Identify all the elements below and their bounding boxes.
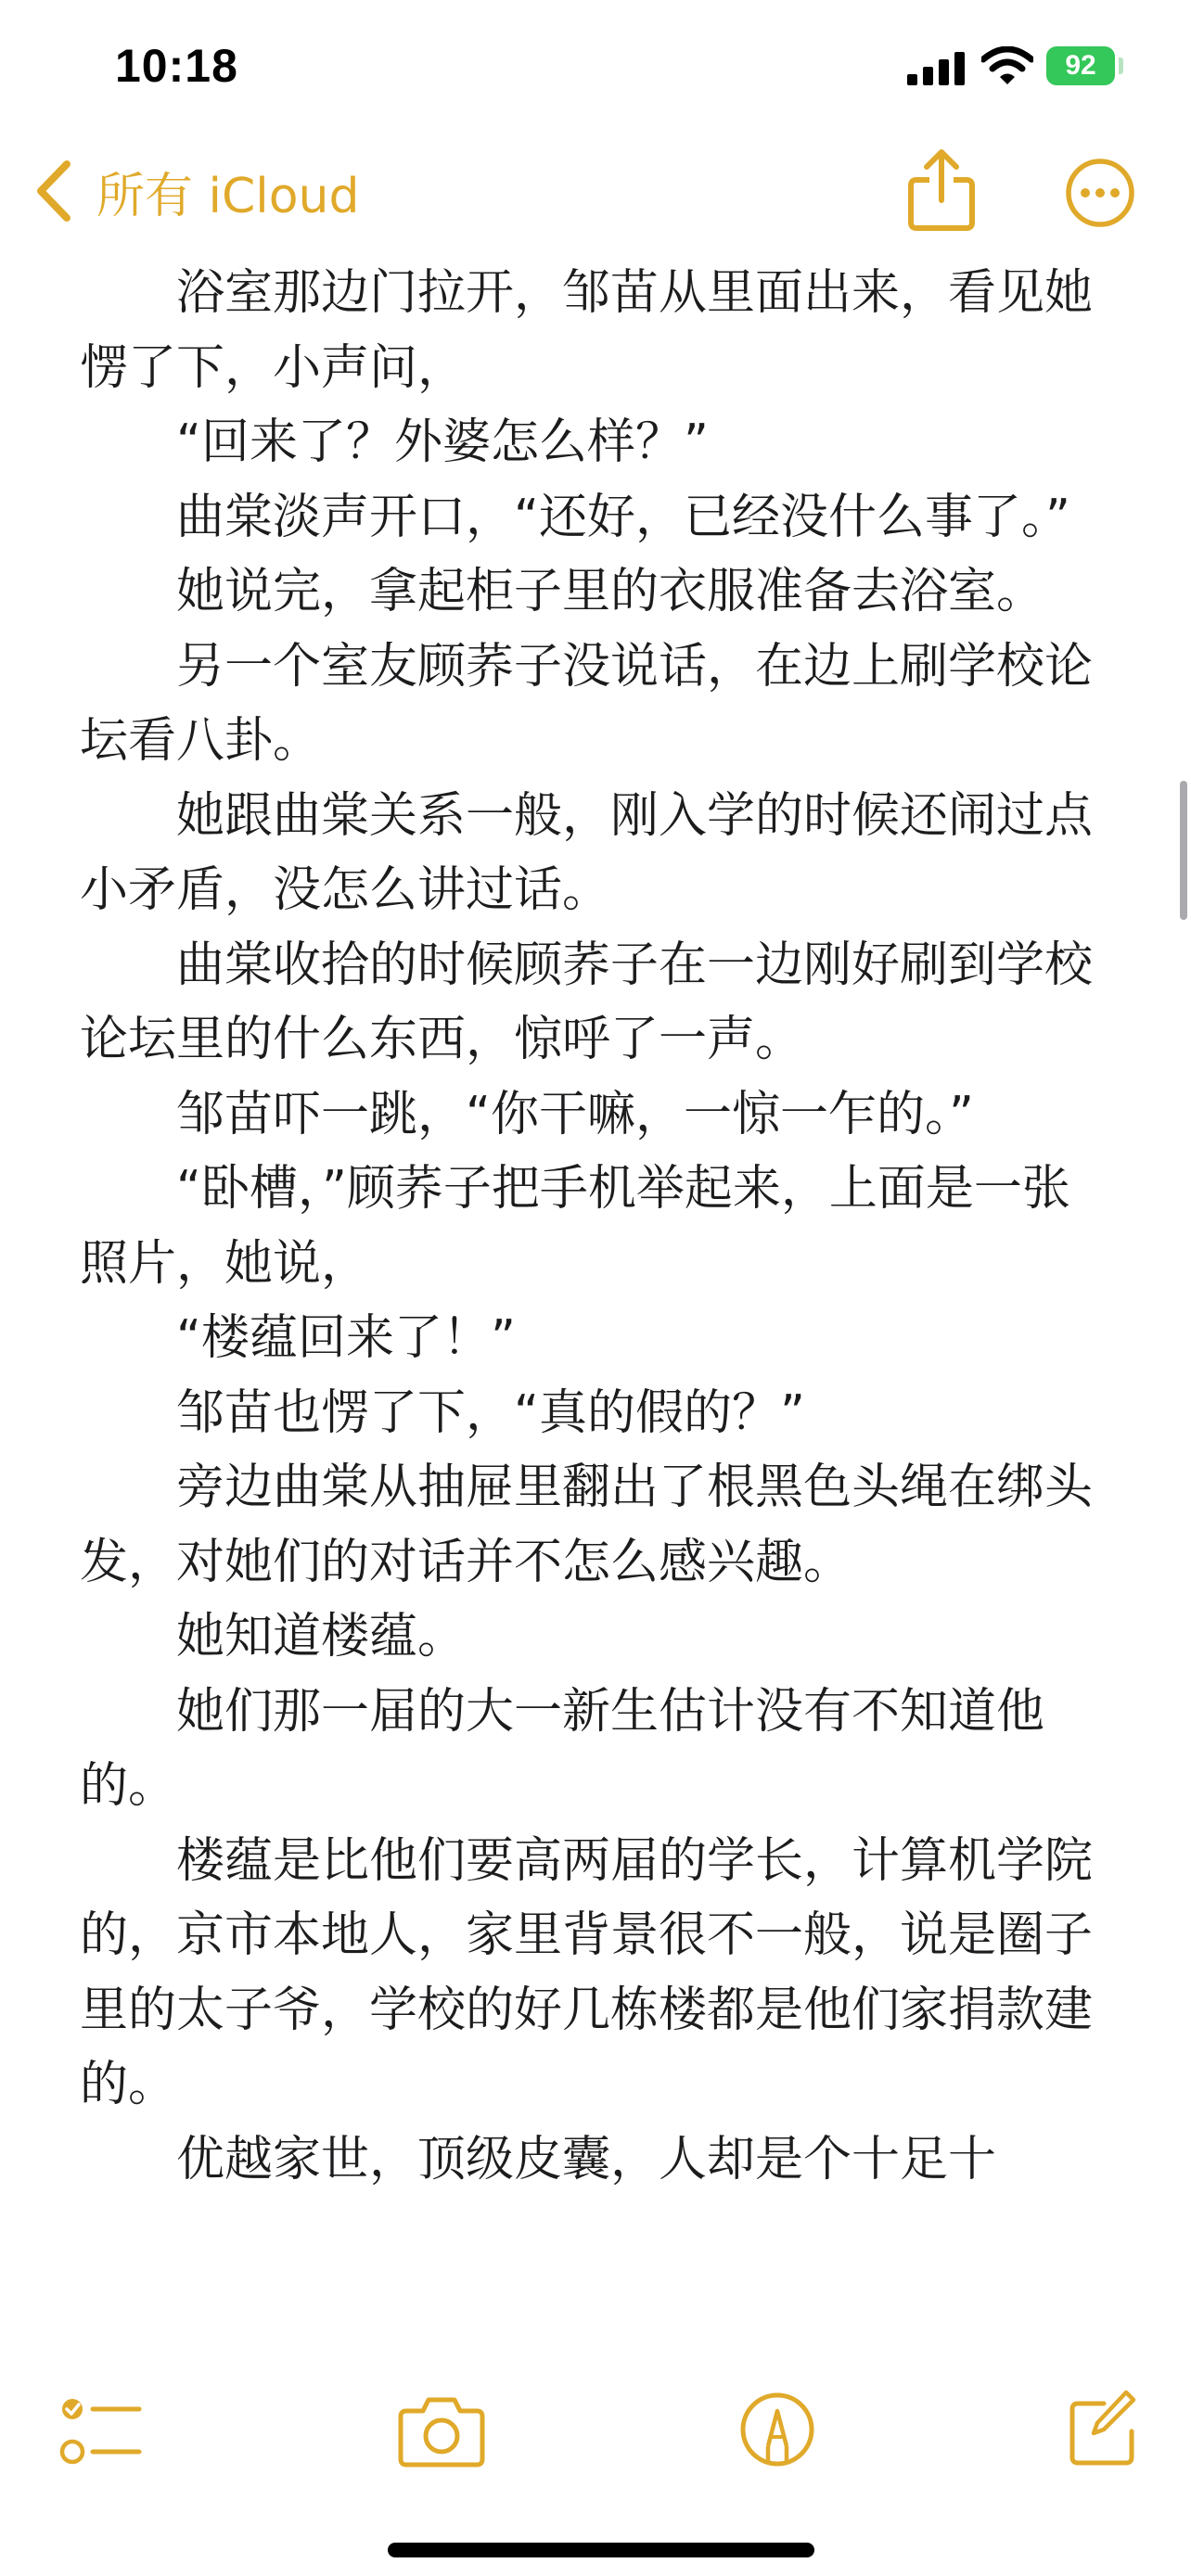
wifi-icon — [981, 46, 1033, 85]
note-paragraph: 楼蕴是比他们要高两届的学长，计算机学院的，京市本地人，家里背景很不一般，说是圈子里的太子爷，学校的好几栋楼都是他们家捐款建的。 — [80, 1832, 1094, 2112]
battery-icon: 92 — [1046, 46, 1115, 85]
camera-icon[interactable] — [397, 2394, 486, 2468]
home-indicator[interactable] — [388, 2543, 814, 2557]
note-paragraph: 浴室那边门拉开，邹苗从里面出来，看见她愣了下，小声问， — [80, 265, 1094, 396]
back-label: 所有 iCloud — [96, 168, 360, 224]
note-paragraph: 旁边曲棠从抽屉里翻出了根黑色头绳在绑头发，对她们的对话并不怎么感兴趣。 — [80, 1460, 1094, 1590]
battery-cap — [1119, 57, 1123, 74]
ellipsis-circle-icon[interactable] — [1065, 158, 1135, 228]
note-paragraph: 她说完，拿起柜子里的衣服准备去浴室。 — [176, 564, 1045, 619]
status-time: 10:18 — [115, 40, 238, 92]
note-paragraph: 邹苗也愣了下，“真的假的？” — [176, 1384, 805, 1441]
note-paragraph: 她们那一届的大一新生估计没有不知道他的。 — [80, 1683, 1045, 1814]
share-icon[interactable] — [907, 148, 976, 232]
note-paragraph: 曲棠收拾的时候顾荞子在一边刚好刷到学校论坛里的什么东西，惊呼了一声。 — [80, 937, 1094, 1067]
chevron-left-icon — [32, 159, 74, 223]
scroll-indicator[interactable] — [1180, 781, 1187, 920]
note-paragraph: 曲棠淡声开口，“还好，已经没什么事了。” — [176, 489, 1070, 545]
note-paragraph: 她知道楼蕴。 — [176, 1609, 467, 1664]
status-bar — [0, 0, 1191, 139]
checklist-icon[interactable] — [59, 2392, 143, 2472]
note-paragraph: “卧槽，”顾荞子把手机举起来，上面是一张照片，她说， — [80, 1161, 1070, 1292]
note-paragraph: “回来了？外婆怎么样？” — [176, 414, 709, 470]
note-paragraph: 优越家世，顶级皮囊，人却是个十足十 — [176, 2131, 997, 2187]
cellular-signal-icon — [907, 52, 965, 85]
nav-bar — [0, 139, 1191, 250]
note-paragraph: 邹苗吓一跳，“你干嘛，一惊一乍的。” — [176, 1086, 974, 1142]
compose-icon[interactable] — [1067, 2387, 1139, 2468]
note-paragraph: “楼蕴回来了！” — [176, 1310, 516, 1366]
back-button[interactable] — [32, 154, 360, 228]
note-paragraph: 她跟曲棠关系一般，刚入学的时候还闹过点小矛盾，没怎么讲过话。 — [80, 787, 1094, 918]
markup-pen-icon[interactable] — [738, 2391, 816, 2468]
note-paragraph: 另一个室友顾荞子没说话，在边上刷学校论坛看八卦。 — [80, 638, 1094, 769]
note-body[interactable] — [80, 256, 1111, 2197]
bottom-toolbar — [0, 2383, 1191, 2494]
